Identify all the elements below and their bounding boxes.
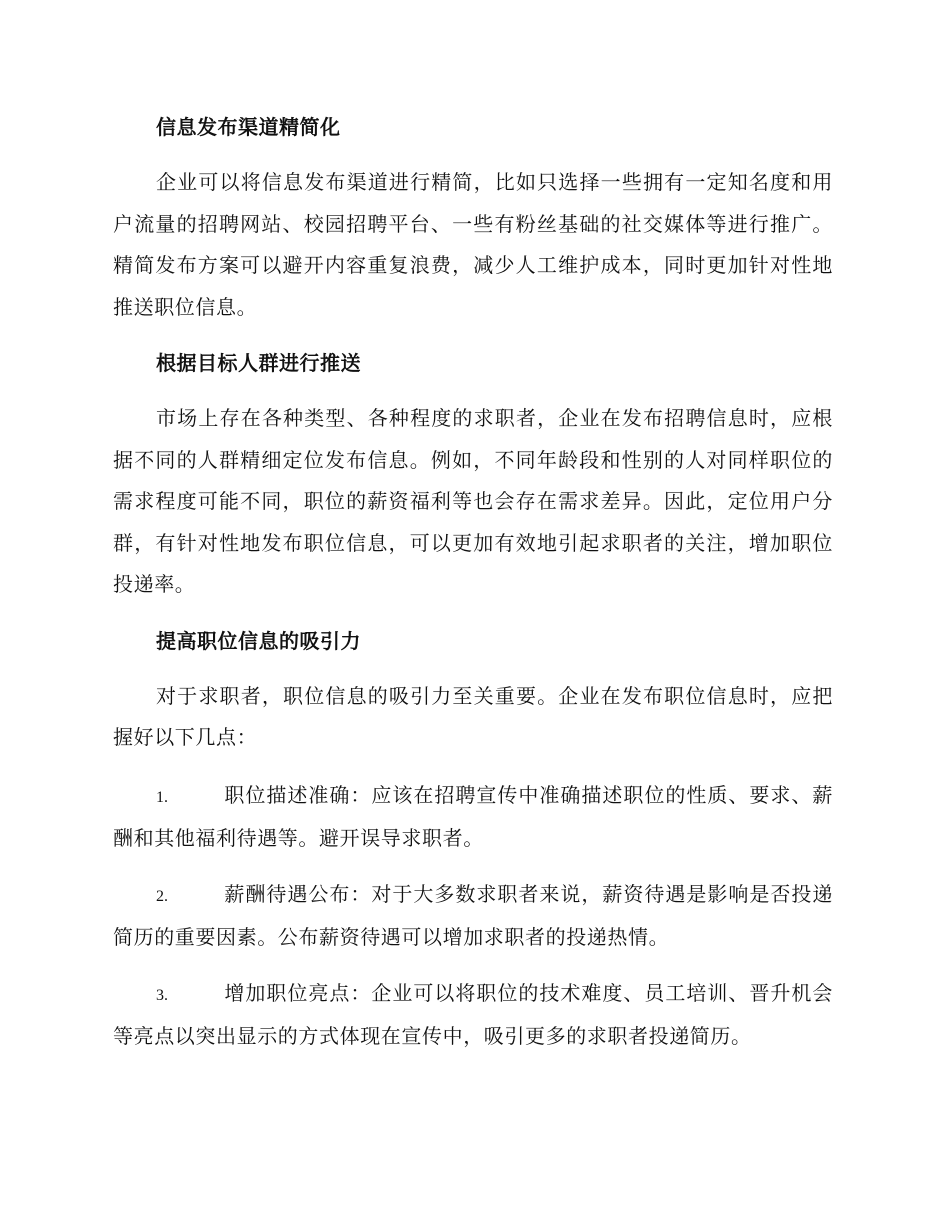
list-item-text: 职位描述准确：应该在招聘宣传中准确描述职位的性质、要求、薪酬和其他福利待遇等。避开误导求职者。 (113, 782, 833, 850)
section-heading: 信息发布渠道精简化 (156, 115, 341, 139)
section-heading: 根据目标人群进行推送 (156, 351, 361, 375)
section-paragraph: 市场上存在各种类型、各种程度的求职者，企业在发布招聘信息时，应根据不同的人群精细定位发布信息。例如，不同年龄段和性别的人对同样职位的需求程度可能不同，职位的薪资福利等也会存在需求差异。因此，定位用户分群，有针对性地发布职位信息，可以更加有效地引起求职者的关注，增加职位投递率。 (113, 406, 833, 596)
list-item-text: 增加职位亮点：企业可以将职位的技术难度、员工培训、晋升机会等亮点以突出显示的方式体现在宣传中，吸引更多的求职者投递简历。 (113, 980, 833, 1048)
section-paragraph: 企业可以将信息发布渠道进行精简，比如只选择一些拥有一定知名度和用户流量的招聘网站、校园招聘平台、一些有粉丝基础的社交媒体等进行推广。精简发布方案可以避开内容重复浪费，减少人工维护成本，同时更加针对性地推送职位信息。 (113, 170, 833, 319)
list-item (113, 973, 833, 1058)
list-item (113, 775, 833, 860)
document-body (113, 108, 833, 1072)
list-number: 1. (156, 788, 168, 806)
list-item-text: 薪酬待遇公布：对于大多数求职者来说，薪资待遇是影响是否投递简历的重要因素。公布薪资待遇可以增加求职者的投递热情。 (113, 881, 833, 949)
list-number: 2. (156, 887, 168, 905)
list-item (113, 874, 833, 959)
list-number: 3. (156, 986, 168, 1004)
section-heading: 提高职位信息的吸引力 (156, 628, 361, 653)
section-paragraph: 对于求职者，职位信息的吸引力至关重要。企业在发布职位信息时，应把握好以下几点： (113, 683, 833, 749)
